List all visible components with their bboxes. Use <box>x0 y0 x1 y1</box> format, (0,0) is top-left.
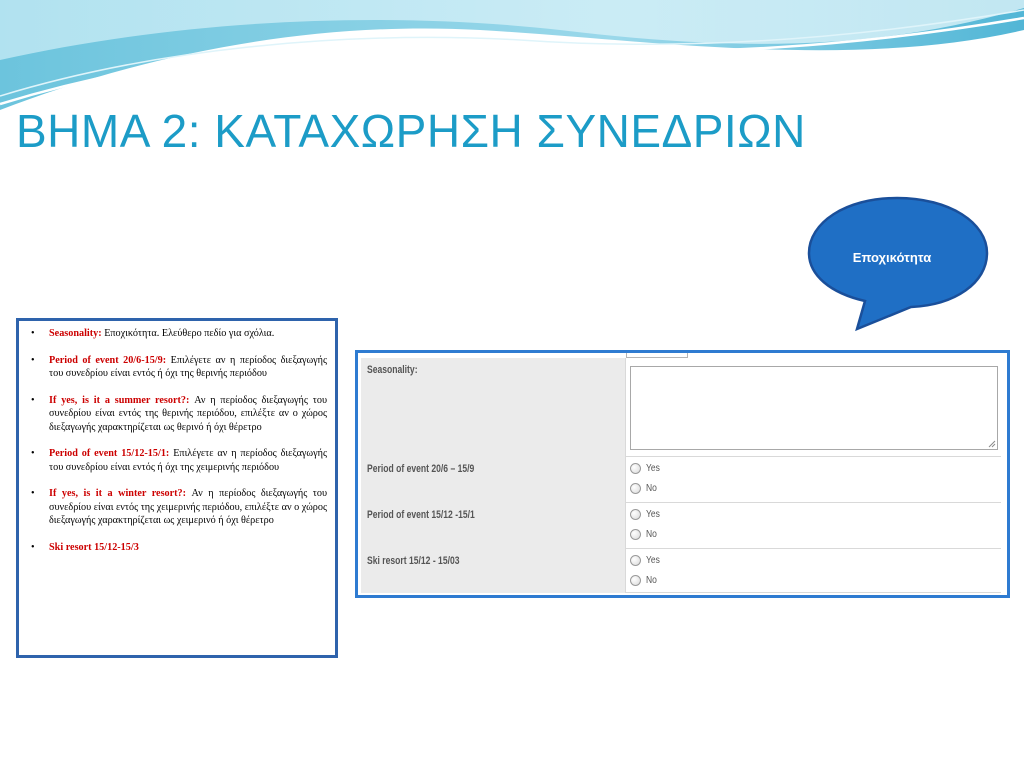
seasonality-label: Seasonality: <box>361 358 625 457</box>
radio-label: No <box>646 483 657 494</box>
radio-label: Yes <box>646 463 660 474</box>
radio-button[interactable] <box>630 483 641 494</box>
note-item-summer-period <box>31 354 328 381</box>
radio-button[interactable] <box>630 575 641 586</box>
radio-label: Yes <box>646 555 660 566</box>
ski-no-option[interactable] <box>630 575 659 586</box>
bullet-icon: • <box>31 394 35 406</box>
summer-no-option[interactable] <box>630 483 659 494</box>
note-text: Αν η περίοδος διεξαγωγής του συνεδρίου είναι εντός της θερινής περιόδου, επιλέξτε αν ο χώρος διεξαγωγής χαρακτηρίζεται ως θερινό ή όχι θέρετρο <box>49 394 327 433</box>
radio-button[interactable] <box>630 463 641 474</box>
radio-button[interactable] <box>630 555 641 566</box>
note-text: Αν η περίοδος διεξαγωγής του συνεδρίου είναι εντός της χειμερινής περιόδου, επιλέξτε αν ο χώρος διεξαγωγής χαρακτηρίζεται ως χειμερινό ή όχι θέρετρο <box>49 488 327 526</box>
resize-grip-icon[interactable] <box>988 440 996 448</box>
winter-period-row <box>361 503 1001 549</box>
winter-yes-option[interactable] <box>630 509 662 520</box>
winter-no-option[interactable] <box>630 529 659 540</box>
note-term: If yes, is it a winter resort?: <box>49 488 187 499</box>
note-term: Period of event 15/12-15/1: <box>49 448 170 459</box>
note-term: Period of event 20/6-15/9: <box>49 354 167 366</box>
note-item-winter-resort <box>31 487 327 528</box>
field-notes-panel <box>16 318 338 658</box>
summer-yes-option[interactable] <box>630 463 662 474</box>
previous-field-edge <box>626 351 688 358</box>
winter-period-options <box>625 503 1001 549</box>
winter-period-label: Period of event 15/12 -15/1 <box>361 503 625 549</box>
note-text: Επιλέγετε αν η περίοδος διεξαγωγής του συνεδρίου είναι εντός ή όχι της θερινής περιόδου <box>49 354 328 379</box>
ski-resort-row <box>361 549 1001 593</box>
note-text: Εποχικότητα. Ελεύθερο πεδίο για σχόλια. <box>101 328 275 339</box>
note-term: If yes, is it a summer resort?: <box>49 394 190 406</box>
summer-period-options <box>625 457 1001 503</box>
speech-bubble-callout <box>805 195 990 335</box>
event-registration-form-screenshot <box>355 350 1010 598</box>
page-title: ΒΗΜΑ 2: ΚΑΤΑΧΩΡΗΣΗ ΣΥΝΕΔΡΙΩΝ <box>16 105 806 157</box>
seasonality-cell <box>625 358 1001 457</box>
note-item-winter-period <box>31 447 327 474</box>
callout-text: Εποχικότητα <box>852 250 932 265</box>
radio-label: No <box>646 575 657 586</box>
bullet-icon: • <box>31 328 35 339</box>
seasonality-row <box>361 358 1001 457</box>
note-term: Seasonality: <box>49 328 102 339</box>
note-term: Ski resort 15/12-15/3 <box>49 541 139 553</box>
bullet-icon: • <box>31 488 35 499</box>
bullet-icon: • <box>31 541 35 553</box>
note-text: Επιλέγετε αν η περίοδος διεξαγωγής του συνεδρίου είναι εντός ή όχι της χειμερινής περιόδου <box>49 448 327 473</box>
bullet-icon: • <box>31 354 35 366</box>
note-item-seasonality <box>31 327 327 341</box>
ski-yes-option[interactable] <box>630 555 662 566</box>
note-item-summer-resort <box>31 394 327 435</box>
header-wave-decoration <box>0 0 1024 120</box>
summer-period-label: Period of event 20/6 – 15/9 <box>361 457 625 503</box>
ski-resort-label: Ski resort 15/12 - 15/03 <box>361 549 625 593</box>
summer-period-row <box>361 457 1001 503</box>
radio-button[interactable] <box>630 529 641 540</box>
radio-label: Yes <box>646 509 660 520</box>
field-notes-list <box>19 327 335 554</box>
seasonality-textarea[interactable] <box>630 366 998 450</box>
bullet-icon: • <box>31 448 35 459</box>
note-item-ski-resort <box>31 541 327 555</box>
radio-label: No <box>646 529 657 540</box>
radio-button[interactable] <box>630 509 641 520</box>
ski-resort-options <box>625 549 1001 593</box>
